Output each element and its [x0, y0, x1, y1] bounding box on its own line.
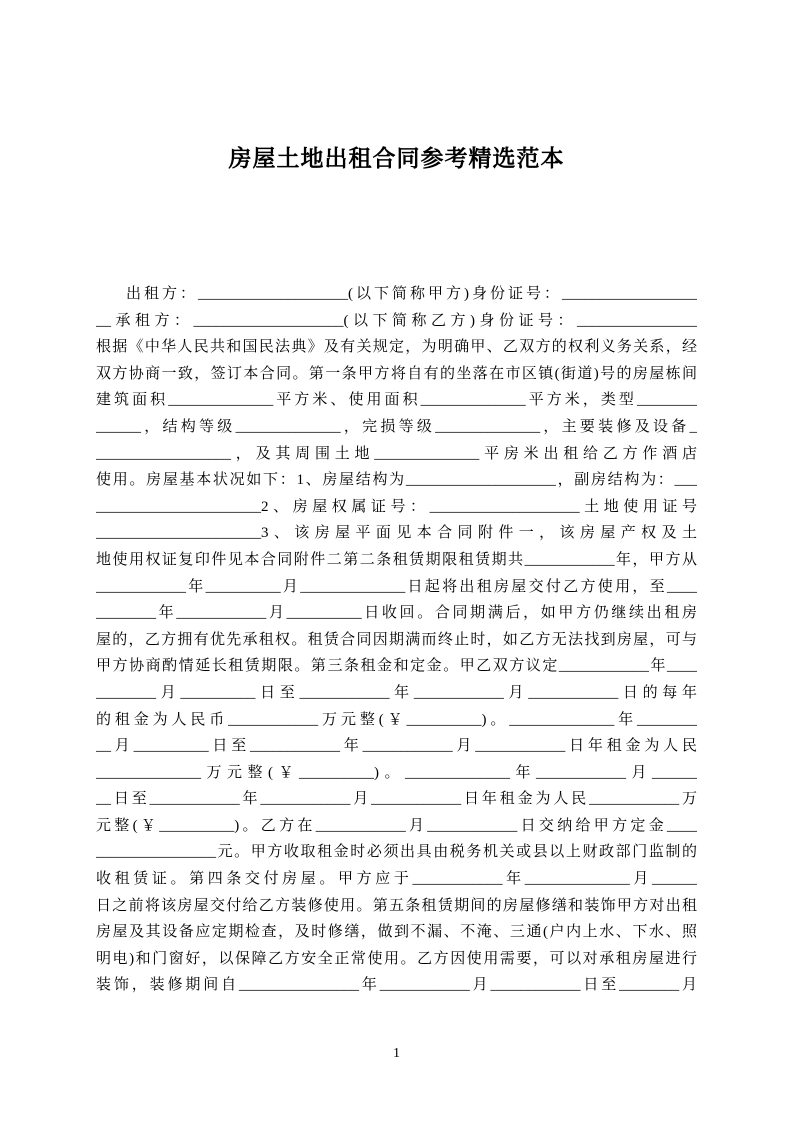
- body-line: 根据《中华人民共和国民法典》及有关规定，为明确甲、乙双方的权利义务关系，经: [96, 339, 697, 356]
- body-line: 建筑面积______________平方米、使用面积______________平方米，类型________: [96, 392, 697, 409]
- body-line: 收租赁证。第四条交付房屋。甲方应于____________年______________月______: [96, 871, 697, 888]
- body-line: ______________万元整(￥__________)。______________年____________月______: [96, 764, 697, 781]
- body-line: 的租金为人民币____________万元整(￥__________)。______________年________: [96, 711, 697, 728]
- body-line: ______________________3、该房屋平面见本合同附件一，该房屋产权及土: [96, 525, 697, 542]
- body-line: 出租方：____________________(以下简称甲方)身份证号：__________________: [126, 286, 697, 302]
- body-line: 地使用权证复印件见本合同附件二第二条租赁期限租赁期共____________年，甲方从: [96, 551, 697, 568]
- body-line: 甲方协商酌情延长租赁期限。第三条租金和定金。甲乙双方议定____________年____: [96, 658, 697, 675]
- body-line: ____________年__________月______________日起将出租房屋交付乙方使用，至____: [96, 578, 697, 595]
- body-line: __月__________日至____________年____________月____________日年租金为人民: [96, 738, 697, 755]
- body-line: 屋的，乙方拥有优先承租权。租赁合同因期满而终止时，如乙方无法找到房屋，可与: [96, 631, 697, 648]
- document-title: 房屋土地出租合同参考精选范本: [228, 145, 565, 171]
- body-line: 装饰，装修期间自________________年____________月____________日至________月: [96, 977, 697, 994]
- body-line: 元整(￥__________)。乙方在____________月____________日交纳给甲方定金____: [96, 817, 697, 834]
- body-line: 房屋及其设备应定期检查，及时修缮，做到不漏、不淹、三通(户内上水、下水、照: [96, 924, 697, 941]
- body-line: __承租方：____________________(以下简称乙方)身份证号：________________: [96, 312, 697, 329]
- document-body: [96, 281, 697, 999]
- body-line: ________月__________日至____________年____________月____________日的每年: [96, 684, 697, 701]
- body-line: ________________元。甲方收取租金时必须出具由税务机关或县以上财政部门监制的: [96, 844, 697, 861]
- body-line: __日至____________年____________月____________日年租金为人民____________万: [96, 791, 697, 808]
- body-line: 使用。房屋基本状况如下：1、房屋结构为____________________，副房结构为：___: [96, 472, 697, 489]
- page-number: 1: [393, 1046, 400, 1061]
- body-line: ______________________2、房屋权属证号：____________________土地使用证号: [96, 498, 697, 515]
- body-line: ______，结构等级______________，完损等级______________，主要装修及设备_: [96, 418, 697, 435]
- body-line: ________年____________月__________日收回。合同期满后，如甲方仍继续出租房: [96, 605, 697, 622]
- body-line: __________________，及其周围土地______________平房米出租给乙方作酒店: [96, 445, 697, 462]
- body-line: 日之前将该房屋交付给乙方装修使用。第五条租赁期间的房屋修缮和装饰甲方对出租: [96, 897, 697, 914]
- body-line: 双方协商一致，签订本合同。第一条甲方将自有的坐落在市区镇(街道)号的房屋栋间: [96, 365, 697, 382]
- body-line: 明电)和门窗好，以保障乙方安全正常使用。乙方因使用需要，可以对承租房屋进行: [96, 950, 697, 967]
